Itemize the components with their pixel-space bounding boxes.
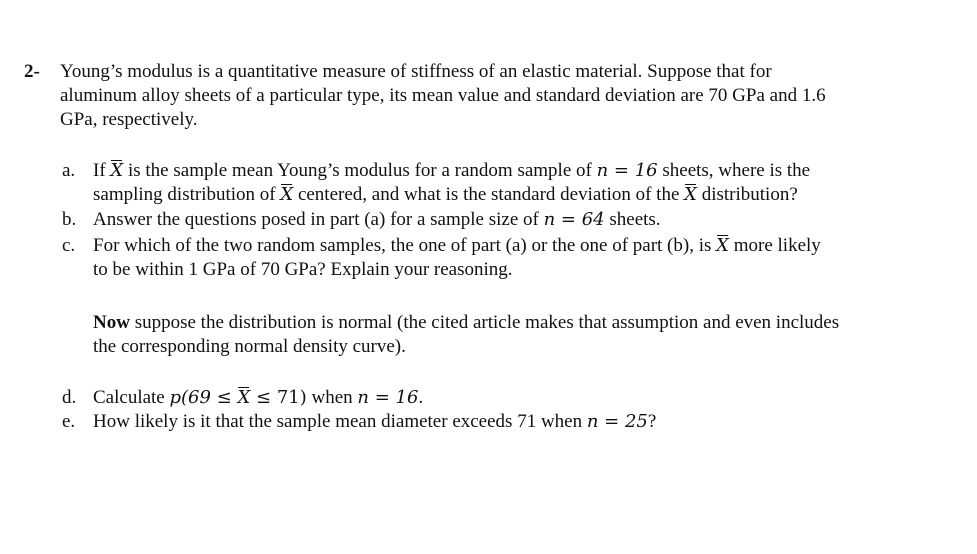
intro-line-3: GPa, respectively. xyxy=(60,109,198,130)
part-e-line xyxy=(93,410,656,434)
part-d-math-1: p(69 ≤ xyxy=(169,387,238,408)
part-b-text-1: Answer the questions posed in part (a) for a sample size of xyxy=(93,209,544,230)
now-line-2: the corresponding normal density curve). xyxy=(93,336,406,357)
part-c-text-2: more likely xyxy=(728,235,821,256)
part-c-line-1 xyxy=(93,234,821,258)
problem-line-1 xyxy=(24,60,40,84)
part-b-line xyxy=(93,208,661,232)
part-a-text-5: centered, and what is the standard deviation of the xyxy=(293,184,685,205)
part-e-text-2: ? xyxy=(647,411,657,432)
intro-line-1: Young’s modulus is a quantitative measure of stiffness of an elastic material. Suppose that for xyxy=(60,61,772,82)
xbar-symbol: X xyxy=(684,184,697,205)
now-bold: Now xyxy=(93,312,130,333)
part-d-text-2: when xyxy=(306,387,358,408)
part-e-text-1: How likely is it that the sample mean diameter exceeds 71 when xyxy=(93,411,587,432)
part-a-text-3: sheets, where is the xyxy=(657,160,811,181)
now-text-1: suppose the distribution is normal (the cited article makes that assumption and even includes xyxy=(129,312,840,333)
part-c-text-1: For which of the two random samples, the one of part (a) or the one of part (b), is xyxy=(93,235,717,256)
part-a-line-1 xyxy=(93,159,810,183)
part-a-line-2 xyxy=(93,183,798,207)
xbar-symbol: X xyxy=(716,235,729,256)
part-a-text-4: sampling distribution of xyxy=(93,184,281,205)
part-d-text-1: Calculate xyxy=(93,387,170,408)
part-d-math-2: ≤ 71) xyxy=(250,387,307,408)
xbar-symbol: X xyxy=(280,184,294,205)
part-a-text-2: is the sample mean Young’s modulus for a random sample of xyxy=(123,160,597,181)
part-a-n-value: n = 16 xyxy=(596,160,658,181)
xbar-symbol: X xyxy=(110,160,124,181)
part-c-line-2: to be within 1 GPa of 70 GPa? Explain your reasoning. xyxy=(93,259,513,280)
part-d-line xyxy=(93,386,423,410)
part-e-n-value: n = 25 xyxy=(586,411,648,432)
now-line-1 xyxy=(93,311,839,335)
part-e-label: e. xyxy=(62,411,76,432)
part-d-label: d. xyxy=(62,387,77,408)
intro-line-2: aluminum alloy sheets of a particular type, its mean value and standard deviation are 70 GPa and 1.6 xyxy=(60,85,826,106)
part-d-n-value: n = 16 xyxy=(357,387,419,408)
xbar-symbol: X xyxy=(237,387,251,408)
part-b-text-2: sheets. xyxy=(604,209,661,230)
part-a-text-1: If xyxy=(93,160,111,181)
part-b-label: b. xyxy=(62,209,77,230)
problem-number: 2- xyxy=(24,61,40,82)
part-a-text-6: distribution? xyxy=(696,184,798,205)
part-c-label: c. xyxy=(62,235,76,256)
part-b-n-value: n = 64 xyxy=(543,209,605,230)
part-a-label: a. xyxy=(62,160,76,181)
part-d-text-3: . xyxy=(418,387,424,408)
